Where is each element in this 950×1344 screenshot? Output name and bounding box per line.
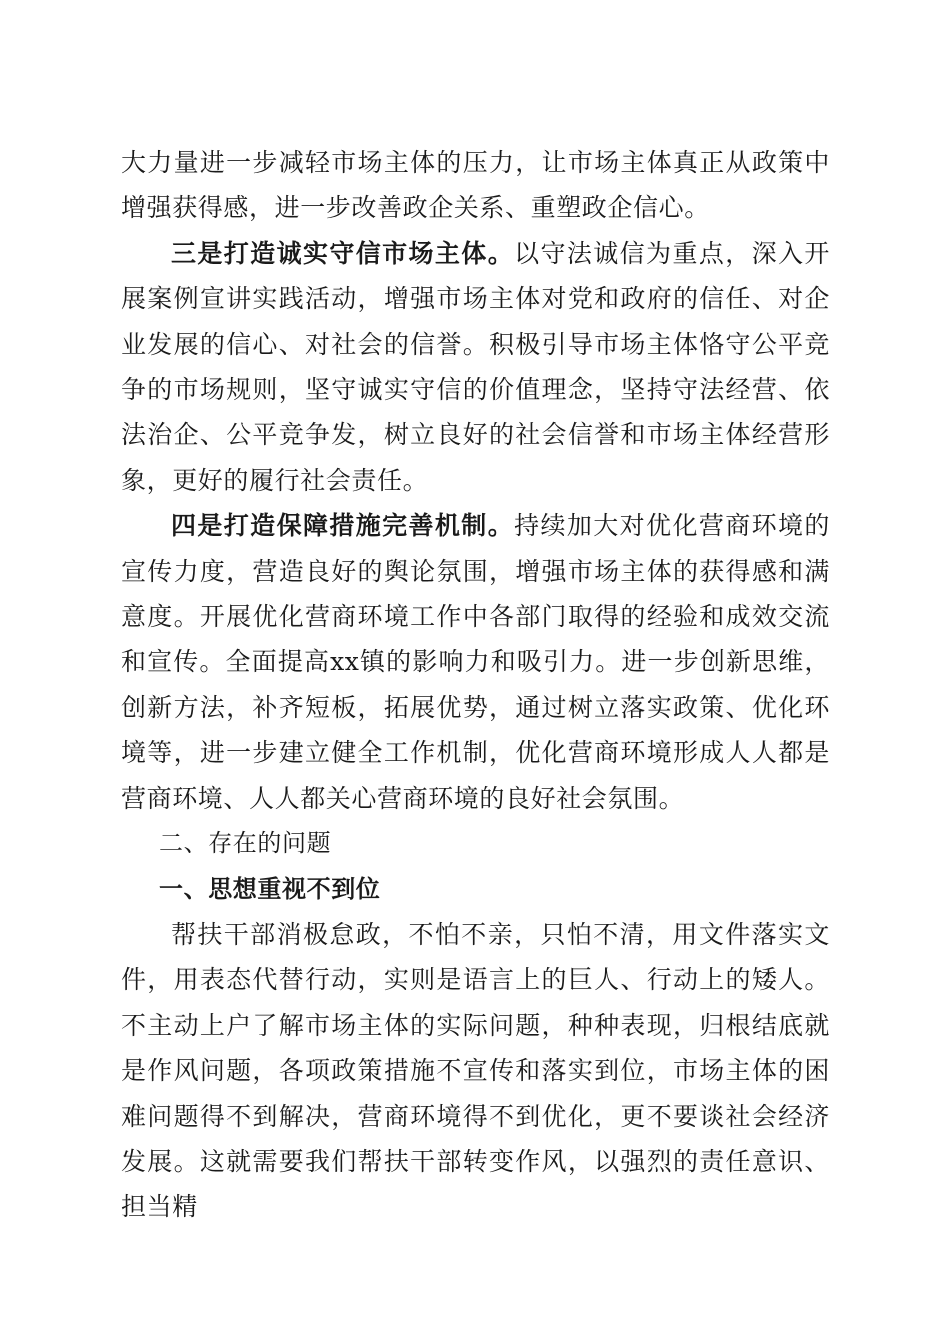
paragraph-problem: 帮扶干部消极怠政，不怕不亲，只怕不清，用文件落实文件，用表态代替行动，实则是语言上的巨人、行动上的矮人。不主动上户了解市场主体的实际问题，种种表现，归根结底就是作风问题，各项政策措施不宣传和落实到位，市场主体的困难问题得不到解决，营商环境得不到优化，更不要谈社会经济发展。这就需要我们帮扶干部转变作风，以强烈的责任意识、担当精 <box>121 919 830 1222</box>
section-four-body: 持续加大对优化营商环境的宣传力度，营造良好的舆论氛围，增强市场主体的获得感和满意度。开展优化营商环境工作中各部门取得的经验和成效交流和宣传。全面提高xx镇的影响力和吸引力。进一步创新思维，创新方法，补齐短板，拓展优势，通过树立落实政策、优化环境等，进一步建立健全工作机制，优化营商环境形成人人都是营商环境、人人都关心营商环境的良好社会氛围。 <box>121 511 830 813</box>
section-three-body: 以守法诚信为重点，深入开展案例宣讲实践活动，增强市场主体对党和政府的信任、对企业发展的信心、对社会的信誉。积极引导市场主体恪守公平竞争的市场规则，坚守诚实守信的价值理念，坚持守法经营、依法治企、公平竞争发，树立良好的社会信誉和市场主体经营形象，更好的履行社会责任。 <box>121 238 830 495</box>
section-three-lead: 三是打造诚实守信市场主体。 <box>171 238 515 268</box>
subheading-ideology: 一、思想重视不到位 <box>159 874 381 903</box>
paragraph-section-three <box>121 231 830 503</box>
heading-problems: 二、存在的问题 <box>159 829 332 858</box>
paragraph-continuation: 大力量进一步减轻市场主体的压力，让市场主体真正从政策中增强获得感，进一步改善政企关系、重塑政企信心。 <box>121 148 830 223</box>
document-body <box>121 140 830 1230</box>
section-four-lead: 四是打造保障措施完善机制。 <box>171 511 515 541</box>
paragraph-section-four <box>121 503 830 821</box>
